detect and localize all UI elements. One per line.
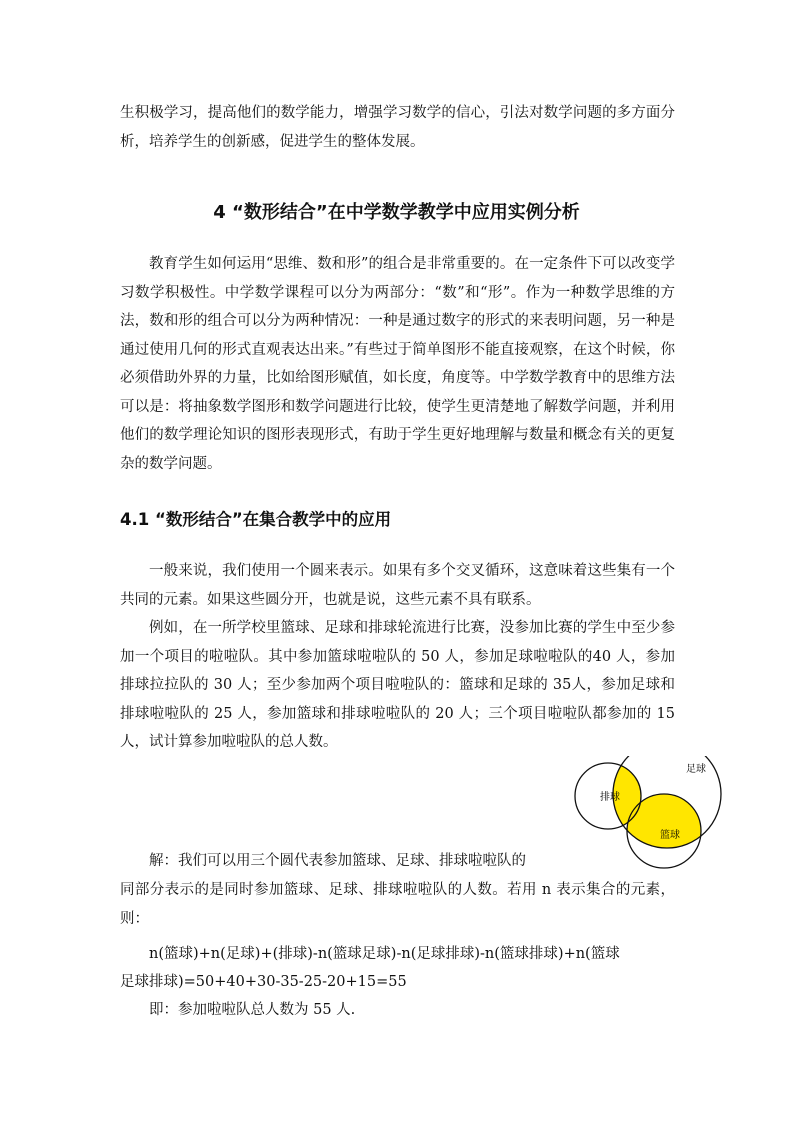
intro-paragraph: 生积极学习，提高他们的数学能力，增强学习数学的信心，引法对数学问题的多方面分析，培养学生的创新感，促进学生的整体发展。 <box>120 105 675 150</box>
solution-paragraph: 同部分表示的是同时参加篮球、足球、排球啦啦队的人数。若用 n 表示集合的元素，则： <box>120 882 675 927</box>
basketball-label: 篮球 <box>660 830 680 841</box>
formula-line-2: 足球排球)=50+40+30-35-25-20+15=55 <box>120 974 407 990</box>
conclusion-line: 即：参加啦啦队总人数为 55 人. <box>149 1002 356 1018</box>
section-4-1-heading: 4.1 “数形结合”在集合教学中的应用 <box>120 510 392 529</box>
football-label: 足球 <box>686 764 706 775</box>
formula-line-1: n(篮球)+n(足球)+(排球)-n(篮球足球)-n(足球排球)-n(篮球排球)+n(篮球 <box>149 946 620 962</box>
section-4-paragraph: 教育学生如何运用“思维、数和形”的组合是非常重要的。在一定条件下可以改变学习数学积极性。中学数学课程可以分为两部分：“数”和“形”。作为一种数学思维的方法，数和形的组合可以分为两种情况：一种是通过数字的形式的来表明问题，另一种是通过使用几何的形式直观表达出来。”有些过于简单图形不能直接观察，在这个时候，你必须借助外界的力量，比如给图形赋值，如长度，角度等。中学数学教育中的思维方法可以是：将抽象数学图形和数学问题进行比较，使学生更清楚地了解数学问题，并利用他们的数学理论知识的图形表现形式，有助于学生更好地理解与数量和概念有关的更复杂的数学问题。 <box>120 256 675 472</box>
section-4-heading: 4 “数形结合”在中学数学教学中应用实例分析 <box>213 202 580 223</box>
example-problem-paragraph: 例如，在一所学校里篮球、足球和排球轮流进行比赛，没参加比赛的学生中至少参加一个项目的啦啦队。其中参加篮球啦啦队的 50 人，参加足球啦啦队的40 人，参加排球拉拉队的 30 人；至少参加两个项目啦啦队的：篮球和足球的 35人，参加足球和排球啦啦队的 25 人，参加篮球和排球啦啦队的 20 人；三个项目啦啦队都参加的 15 人，试计算参加啦啦队的总人数。 <box>120 620 675 750</box>
volleyball-label: 排球 <box>600 792 620 803</box>
solution-line-1: 解：我们可以用三个圆代表参加篮球、足球、排球啦啦队的 <box>149 853 526 869</box>
sets-intro-paragraph: 一般来说，我们使用一个圆来表示。如果有多个交叉循环，这意味着这些集有一个共同的元素。如果这些圆分开，也就是说，这些元素不具有联系。 <box>120 563 675 608</box>
